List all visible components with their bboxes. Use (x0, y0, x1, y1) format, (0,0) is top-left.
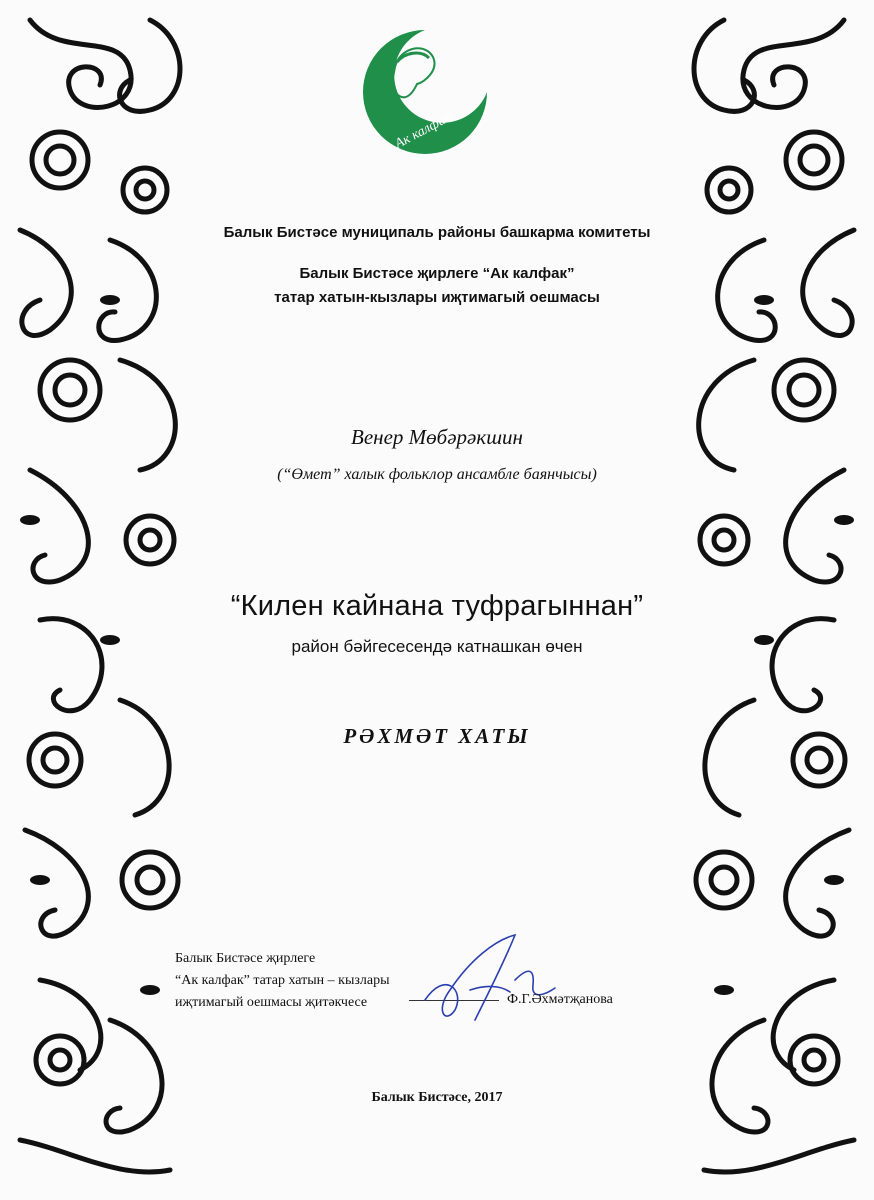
handwritten-signature (415, 930, 585, 1030)
organization-line-1: Балык Бистәсе җирлеге “Ак калфак” (299, 265, 575, 282)
organization-line-2: татар хатын-кызлары иҗтимагый оешмасы (274, 289, 600, 306)
committee-header: Балык Бистәсе муниципаль районы башкарма комитеты (223, 224, 651, 241)
recipient-name: Венер Мөбәрәкшин (351, 425, 523, 449)
ak-kalfak-logo (355, 22, 495, 162)
logo-text: Ак калфак (392, 109, 455, 152)
organization-header (0, 262, 874, 310)
signatory-name: Ф.Г.Әхмәтҗанова (507, 992, 613, 1007)
event-title: “Килен кайнана туфрагыннан” (230, 590, 644, 622)
event-reason: район бәйгесесендә катнашкан өчен (291, 637, 583, 656)
signatory-position (175, 948, 390, 1014)
recipient-role: (“Өмет” халык фольклор ансамбле баянчысы) (277, 466, 597, 483)
document-title: РӘХМӘТ ХАТЫ (343, 724, 531, 748)
place-and-date: Балык Бистәсе, 2017 (371, 1090, 503, 1105)
signatory-line-1: Балык Бистәсе җирлеге (175, 951, 316, 966)
signatory-line-2: “Ак калфак” татар хатын – кызлары (175, 973, 390, 988)
signatory-line-3: иҗтимагый оешмасы җитәкчесе (175, 995, 368, 1010)
